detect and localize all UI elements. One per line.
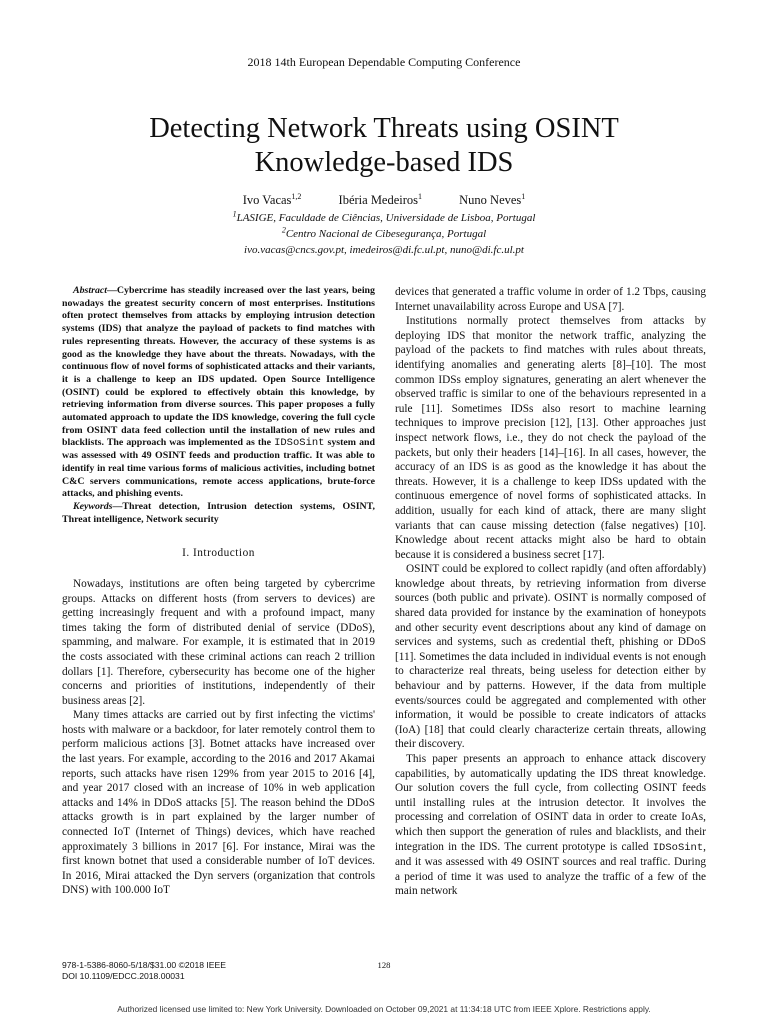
body-paragraph: devices that generated a traffic volume in order of 1.2 Tbps, causing Internet unavailability across Europe and USA [7]. <box>395 286 706 313</box>
body-paragraph: Nowadays, institutions are often being targeted by cybercrime groups. Attacks on different hosts (from servers to devices) are getting increasingly frequent and with a profound impact, many times taking the form of distributed denial of service (DDoS), spamming, and malware. For example, it is estimated that in 2019 the costs associated with these criminal actions can reach 2 trillion dollars [1]. Therefore, cybersecurity has become one of the higher concerns and priorities of institutions, independently of their business areas [2]. <box>62 577 375 707</box>
affiliation: $^2$Centro Nacional de Cibesegurança, Portugal <box>281 225 487 240</box>
body-paragraph: This paper presents an approach to enhance attack discovery capabilities, by automatically updating the IDS threat knowledge. Our solution covers the full cycle, from collecting OSINT feeds until installing rules at the intrusion detector. It involves the processing and correlation of OSINT data in order to create IoAs, which then support the generation of rules and blacklists, and their integration in the IDS. The current prototype is called IDSoSint, and it was assessed with 49 OSINT sources and real traffic. During a period of time it was used to analyze the traffic of a few of the main network <box>395 753 706 898</box>
conference-header: 2018 14th European Dependable Computing Conference <box>247 55 521 69</box>
doi: DOI 10.1109/EDCC.2018.00031 <box>62 971 185 981</box>
body-paragraph: OSINT could be explored to collect rapidly (and often affordably) knowledge about threats, by retrieving information from diverse sources (both public and private). OSINT is normally composed of shared data provided for instance by the examination of honeypots and other security event descriptions about any kind of damage on services and systems, such as credential theft, phishing or DDoS [11]. Sometimes the data included in individual events is not enough to characterize real threats, being useless for detection either by behaviour and by patterns. However, if the data from multiple events/sources could be aggregated and complemented with other information, it would be possible to create indicators of attacks (IoA) [18] that could clearly characterize certain threats, allowing their discovery. <box>395 563 706 751</box>
author: Nuno Neves$^1$ <box>459 191 526 207</box>
title-line-2: Knowledge-based IDS <box>254 147 514 178</box>
page-number: 128 <box>377 960 391 970</box>
author-emails: ivo.vacas@cncs.gov.pt, imedeiros@di.fc.ul.pt, nuno@di.fc.ul.pt <box>244 244 524 256</box>
author: Ivo Vacas$^{1,2}$ <box>242 191 302 207</box>
license-notice: Authorized licensed use limited to: New York University. Downloaded on October 09,2021 at 11:34:18 UTC from IEEE Xplore. Restrictions apply. <box>117 1004 651 1014</box>
system-name: IDSoSint <box>652 841 704 854</box>
abstract: Abstract—Cybercrime has steadily increased over the last years, being nowadays the greatest security concern of most enterprises. Institutions often protect themselves from attacks by employing intrusion detection systems (IDS) that analyze the payload of packets to find matches with rules representing threats. However, the accuracy of these systems is as good as the knowledge they have about the threats. Nowadays, with the continuous flow of novel forms of sophisticated attacks and their variants, it is a challenge to keep an IDS updated. Open Source Intelligence (OSINT) could be explored to effectively obtain this knowledge, by retrieving information from diverse sources. This paper proposes a fully automated approach to update the IDS knowledge, covering the full cycle from OSINT data feed collection until the installation of new rules and blacklists. The approach was implemented as the IDSoSint system and was assessed with 49 OSINT feeds and production traffic. It was able to identify in real time various forms of malicious activities, including botnet C&C servers communications, remote access applications, brute-force attacks, and phishing events. <box>62 285 375 500</box>
right-column <box>395 285 706 899</box>
author: Ibéria Medeiros$^1$ <box>338 191 423 207</box>
title-line-1: Detecting Network Threats using OSINT <box>149 113 619 144</box>
paper-title <box>80 112 688 180</box>
body-paragraph: Institutions normally protect themselves from attacks by deploying IDS that monitor the network traffic, analyzing the payload of the packets to find matches with rules about threats, identifying anomalies and generating alerts [8]–[10]. The most common IDSs employ signatures, generating an alert whenever the observed traffic is similar to one of the behaviours represented in a rule [11]. Sometimes IDSs also resort to machine learning techniques to improve precision [12], [13]. Other approaches just inspect network flows, i.e., they do not check the payload of the packets, but only their headers [14]–[16]. In all cases, however, the accuracy of an IDS is as good as the knowledge it has about the threats. However, it is a challenge to keep IDSs updated with the continuous emergence of novel forms of sophisticated attacks. In addition, usually for each kind of attack, there are many slight variants that can cause missing detection (false negatives) [10]. Knowledge about recent attacks might also be hard to obtain because it is considered a business secret [17]. <box>395 315 706 561</box>
author-list <box>0 193 768 208</box>
affiliation: $^1$LASIGE, Faculdade de Ciências, Universidade de Lisboa, Portugal <box>232 209 536 224</box>
isbn: 978-1-5386-8060-5/18/$31.00 ©2018 IEEE <box>62 960 227 970</box>
keywords: Keywords—Threat detection, Intrusion detection systems, OSINT, Threat intelligence, Network security <box>62 500 375 525</box>
section-heading: I. Introduction <box>182 547 255 560</box>
system-name: IDSoSint <box>274 437 325 450</box>
left-column <box>62 285 375 898</box>
body-paragraph: Many times attacks are carried out by first infecting the victims' hosts with malware or a backdoor, for later remotely control them to perform malicious actions [3]. Botnet attacks have increased over the last years. For example, according to the 2016 and 2017 Akamai reports, such attacks have risen 129% from year 2015 to 2016 [4], and year 2017 closed with an increase of 10% in web application attacks and 14% in DDoS attacks [5]. The reason behind the DDoS attacks growth is in part explained by the larger number of connected IoT (Internet of Things) devices, which have reached approximately 3 billions in 2017 [6]. For instance, Mirai was the first known botnet that used a considerable number of IoT devices. In 2016, Mirai attacked the Dyn servers (organization that controls DNS) with 100.000 IoT <box>62 709 375 897</box>
